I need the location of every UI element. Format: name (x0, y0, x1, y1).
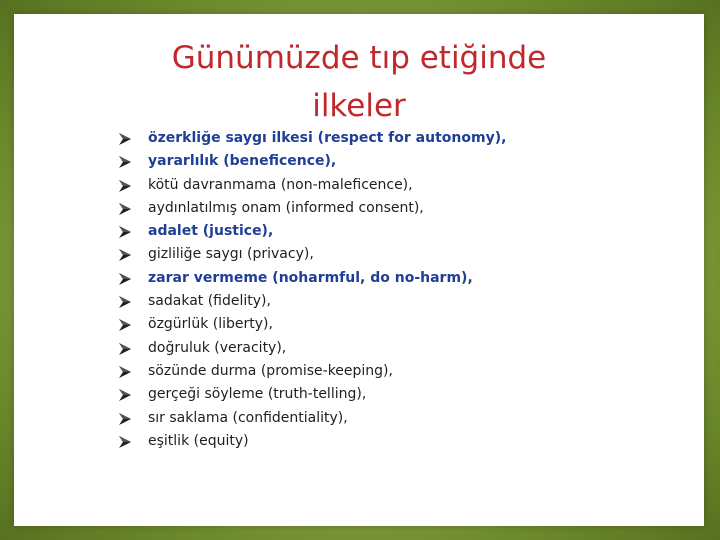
list-item (118, 220, 506, 243)
list-item-text: aydınlatılmış onam (informed consent), (148, 199, 424, 216)
list-item (118, 127, 506, 150)
list-item (118, 243, 506, 266)
list-item (118, 150, 506, 173)
list-item (118, 313, 506, 336)
list-item-text: sözünde durma (promise-keeping), (148, 362, 393, 379)
arrowhead-bullet-icon (118, 430, 148, 453)
arrowhead-bullet-icon (118, 197, 148, 220)
list-item (118, 360, 506, 383)
list-item-text: kötü davranmama (non-maleficence), (148, 176, 413, 193)
arrowhead-bullet-icon (118, 127, 148, 150)
list-item (118, 430, 506, 453)
arrowhead-bullet-icon (118, 150, 148, 173)
slide-content (14, 14, 704, 526)
arrowhead-bullet-icon (118, 290, 148, 313)
arrowhead-bullet-icon (118, 174, 148, 197)
list-item (118, 267, 506, 290)
list-item-text: sadakat (fidelity), (148, 293, 271, 310)
list-item-text: adalet (justice), (148, 223, 274, 240)
list-item (118, 197, 506, 220)
list-item-text: özerkliğe saygı ilkesi (respect for autonomy), (148, 130, 507, 146)
arrowhead-bullet-icon (118, 243, 148, 266)
list-item-text: eşitlik (equity) (148, 432, 249, 449)
arrowhead-bullet-icon (118, 220, 148, 243)
arrowhead-bullet-icon (118, 407, 148, 430)
list-item (118, 407, 506, 430)
list-item-text: gerçeği söyleme (truth-telling), (148, 386, 367, 403)
list-item-text: sır saklama (confidentiality), (148, 409, 348, 426)
list-item-text: doğruluk (veracity), (148, 339, 287, 356)
list-item (118, 337, 506, 360)
title-line-1: Günümüzde tıp etiğinde (171, 40, 547, 76)
list-item-text: özgürlük (liberty), (148, 316, 273, 333)
list-item (118, 174, 506, 197)
arrowhead-bullet-icon (118, 313, 148, 336)
slide-title (14, 34, 704, 130)
title-line-2: ilkeler (312, 88, 406, 124)
arrowhead-bullet-icon (118, 337, 148, 360)
arrowhead-bullet-icon (118, 267, 148, 290)
list-item-text: yararlılık (beneficence), (148, 153, 337, 170)
list-item (118, 290, 506, 313)
arrowhead-bullet-icon (118, 360, 148, 383)
list-item-text: gizliliğe saygı (privacy), (148, 246, 314, 263)
list-item (118, 383, 506, 406)
list-item-text: zarar vermeme (noharmful, do no-harm), (148, 269, 473, 286)
principles-list (118, 127, 506, 453)
arrowhead-bullet-icon (118, 383, 148, 406)
